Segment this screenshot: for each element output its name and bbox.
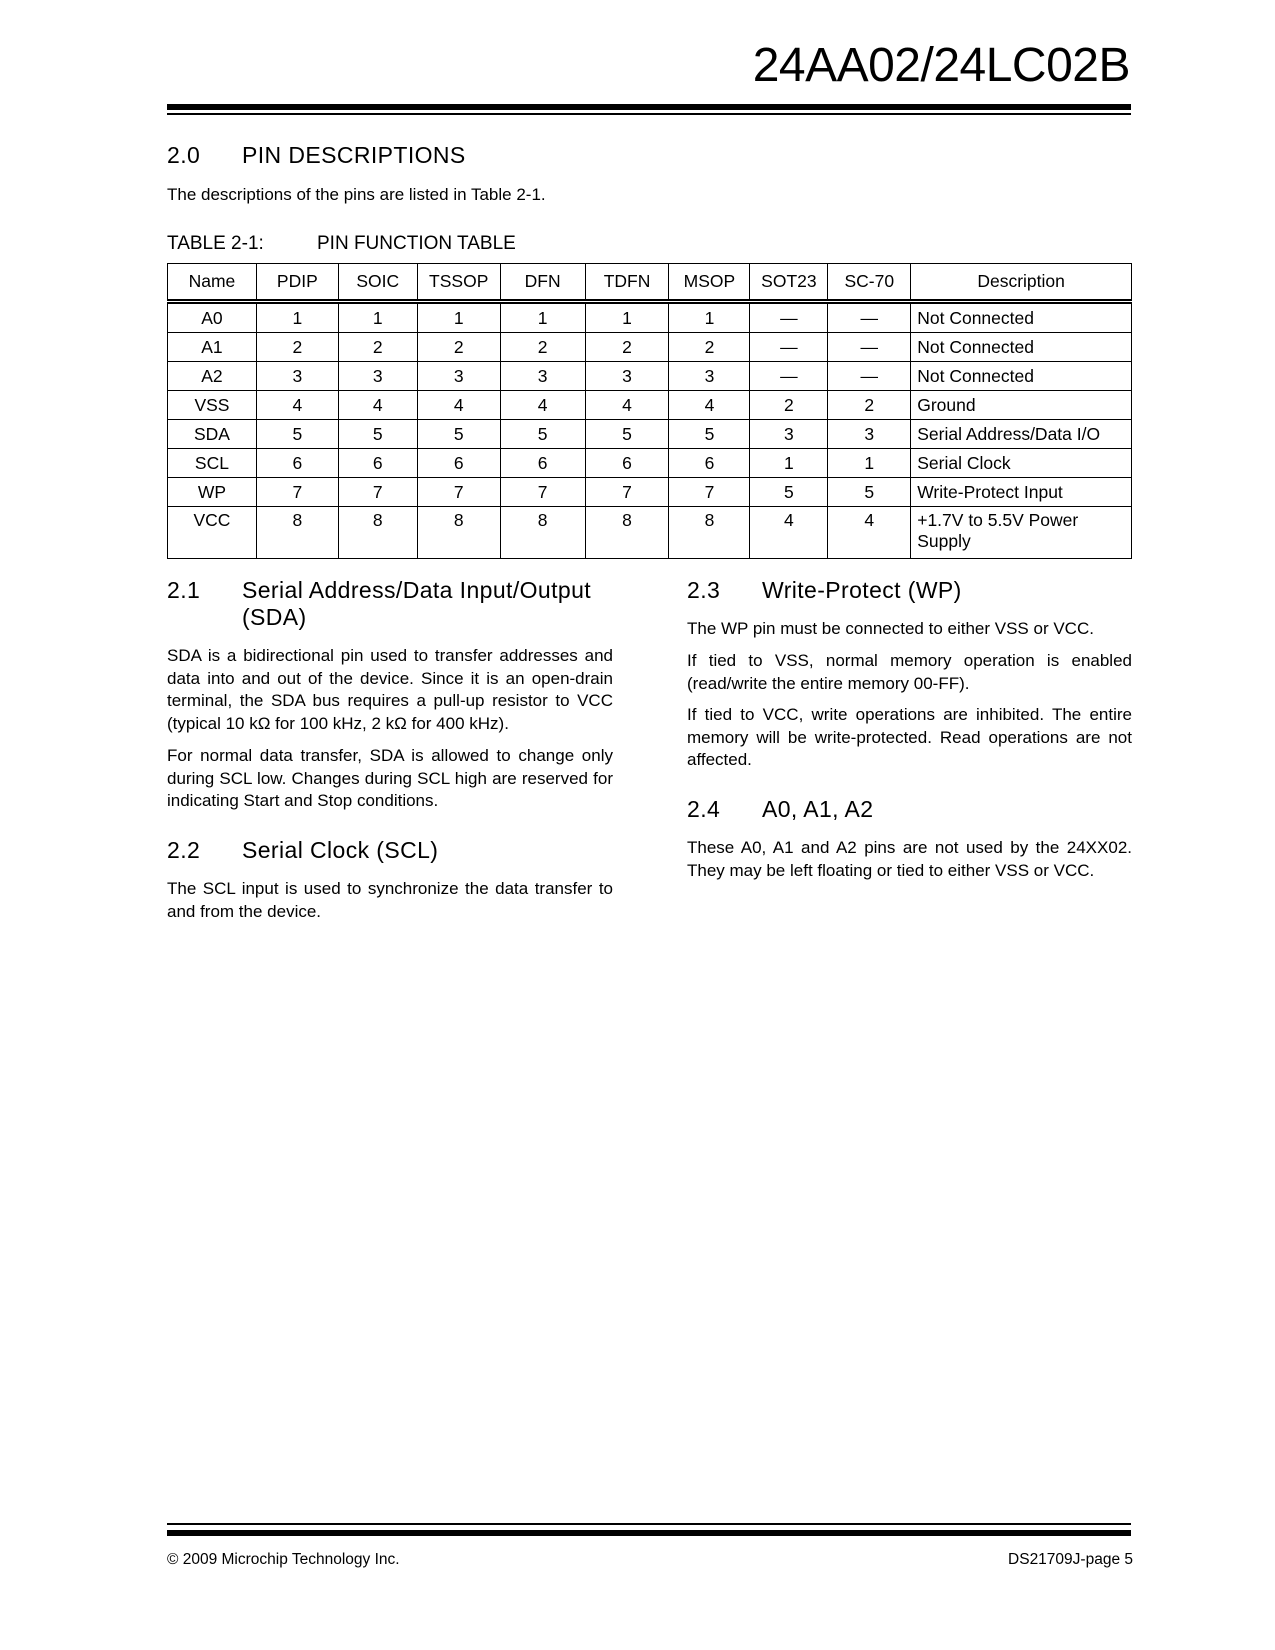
table-caption-number: TABLE 2-1: [167, 233, 264, 254]
section-2-3-paragraph-2: If tied to VSS, normal memory operation is enabled (read/write the entire memory 00-FF). [687, 651, 1132, 693]
table-cell: A0 [168, 302, 257, 333]
section-2-1-heading [167, 576, 591, 604]
table-cell: 5 [585, 420, 669, 449]
table-cell: 4 [669, 391, 750, 420]
column-header: TSSOP [417, 264, 500, 302]
table-cell: 1 [338, 302, 417, 333]
table-cell: — [750, 362, 828, 391]
pin-function-table [167, 263, 1132, 559]
section-number: 2.4 [687, 796, 721, 822]
column-header: SOIC [338, 264, 417, 302]
table-cell: A2 [168, 362, 257, 391]
table-row [168, 391, 1132, 420]
table-row [168, 449, 1132, 478]
column-header: TDFN [585, 264, 669, 302]
table-row [168, 333, 1132, 362]
table-cell: 8 [585, 507, 669, 559]
table-cell: 8 [669, 507, 750, 559]
table-cell: WP [168, 478, 257, 507]
table-cell: 2 [585, 333, 669, 362]
table-cell: 2 [750, 391, 828, 420]
table-cell: 6 [338, 449, 417, 478]
footer-rule-thin [167, 1523, 1131, 1525]
table-cell: 3 [585, 362, 669, 391]
table-cell: 5 [500, 420, 585, 449]
table-row [168, 478, 1132, 507]
table-row [168, 362, 1132, 391]
table-cell: 1 [750, 449, 828, 478]
header-rule-thin [167, 113, 1131, 115]
section-2-0-intro: The descriptions of the pins are listed in Table 2-1. [167, 185, 546, 204]
table-cell: 4 [256, 391, 338, 420]
table-cell-description: +1.7V to 5.5V Power Supply [911, 507, 1132, 559]
table-cell-description: Ground [911, 391, 1132, 420]
section-2-1-paragraph-1: SDA is a bidirectional pin used to transfer addresses and data into and out of the device. Since it is an open-drain terminal, the SDA bus requires a pull-up resistor to VCC (typical 10 kΩ for 100 kHz, 2 kΩ for 400 kHz). [167, 646, 613, 733]
table-cell: 3 [750, 420, 828, 449]
section-2-1-paragraph-2: For normal data transfer, SDA is allowed to change only during SCL low. Changes during SCL high are reserved for indicating Start and Stop conditions. [167, 746, 613, 810]
table-cell: 6 [585, 449, 669, 478]
section-2-3-paragraph-1: The WP pin must be connected to either VSS or VCC. [687, 619, 1094, 638]
column-header: PDIP [256, 264, 338, 302]
section-title: PIN DESCRIPTIONS [242, 142, 466, 168]
table-cell: 5 [750, 478, 828, 507]
table-cell-description: Write-Protect Input [911, 478, 1132, 507]
footer-copyright: © 2009 Microchip Technology Inc. [167, 1551, 400, 1568]
table-cell-description: Not Connected [911, 302, 1132, 333]
column-header: DFN [500, 264, 585, 302]
table-cell: 1 [256, 302, 338, 333]
table-cell: — [750, 333, 828, 362]
table-cell: 6 [500, 449, 585, 478]
table-cell: 4 [417, 391, 500, 420]
section-number: 2.2 [167, 837, 201, 863]
section-2-4-heading [687, 795, 873, 823]
column-header: MSOP [669, 264, 750, 302]
table-cell-description: Not Connected [911, 362, 1132, 391]
table-cell: 2 [256, 333, 338, 362]
table-cell: 4 [828, 507, 911, 559]
table-caption-title: PIN FUNCTION TABLE [317, 233, 516, 254]
table-cell-description: Serial Clock [911, 449, 1132, 478]
table-cell: — [828, 302, 911, 333]
section-title: Serial Clock (SCL) [242, 837, 439, 863]
table-cell: 5 [417, 420, 500, 449]
table-cell: 7 [500, 478, 585, 507]
table-cell-description: Not Connected [911, 333, 1132, 362]
table-cell: 4 [500, 391, 585, 420]
table-cell: 8 [500, 507, 585, 559]
section-number: 2.0 [167, 142, 201, 168]
table-row [168, 420, 1132, 449]
table-cell: 1 [828, 449, 911, 478]
table-cell: 6 [417, 449, 500, 478]
table-cell: 6 [669, 449, 750, 478]
table-cell: 8 [338, 507, 417, 559]
table-cell: 1 [585, 302, 669, 333]
table-cell: 7 [256, 478, 338, 507]
table-cell: 2 [417, 333, 500, 362]
section-number: 2.1 [167, 577, 201, 603]
column-header: SOT23 [750, 264, 828, 302]
table-cell: — [750, 302, 828, 333]
column-header: SC-70 [828, 264, 911, 302]
table-cell: A1 [168, 333, 257, 362]
table-cell: 8 [256, 507, 338, 559]
table-cell: 2 [500, 333, 585, 362]
section-title: Write-Protect (WP) [762, 577, 962, 603]
section-2-3-paragraph-3: If tied to VCC, write operations are inhibited. The entire memory will be write-protected. Read operations are not affected. [687, 705, 1132, 769]
section-2-1-heading-continued [242, 603, 307, 631]
column-header: Description [911, 264, 1132, 302]
table-cell: 2 [828, 391, 911, 420]
table-cell: 1 [417, 302, 500, 333]
table-cell: 4 [750, 507, 828, 559]
table-cell: VCC [168, 507, 257, 559]
table-cell: 3 [417, 362, 500, 391]
table-cell: 3 [500, 362, 585, 391]
table-cell: 2 [669, 333, 750, 362]
section-number: 2.3 [687, 577, 721, 603]
table-cell: 8 [417, 507, 500, 559]
table-cell: 5 [256, 420, 338, 449]
footer-rule-thick [167, 1530, 1131, 1536]
table-cell: 1 [669, 302, 750, 333]
section-2-4-paragraph-1: These A0, A1 and A2 pins are not used by the 24XX02. They may be left floating or tied to either VSS or VCC. [687, 838, 1132, 880]
table-cell: 3 [256, 362, 338, 391]
table-cell: 3 [338, 362, 417, 391]
table-cell: 3 [828, 420, 911, 449]
document-title: 24AA02/24LC02B [752, 39, 1130, 92]
table-cell: SCL [168, 449, 257, 478]
table-cell: — [828, 362, 911, 391]
table-cell: 4 [585, 391, 669, 420]
table-caption [167, 232, 516, 256]
table-cell: 5 [338, 420, 417, 449]
table-cell: — [828, 333, 911, 362]
table-cell: 1 [500, 302, 585, 333]
table-cell: 3 [669, 362, 750, 391]
table-cell: 2 [338, 333, 417, 362]
table-cell: 6 [256, 449, 338, 478]
footer-page-reference: DS21709J-page 5 [1008, 1551, 1133, 1568]
table-cell: 7 [669, 478, 750, 507]
column-header: Name [168, 264, 257, 302]
section-title: A0, A1, A2 [762, 796, 874, 822]
table-cell: SDA [168, 420, 257, 449]
section-title-continued: (SDA) [242, 604, 307, 630]
header-rule-thick [167, 104, 1131, 110]
table-row [168, 507, 1132, 559]
table-cell: 5 [828, 478, 911, 507]
section-2-2-heading [167, 836, 438, 864]
table-cell: 7 [338, 478, 417, 507]
section-2-0-heading [167, 141, 466, 169]
section-title: Serial Address/Data Input/Output [242, 577, 592, 603]
table-row [168, 302, 1132, 333]
table-cell: 7 [417, 478, 500, 507]
section-2-3-heading [687, 576, 962, 604]
table-cell-description: Serial Address/Data I/O [911, 420, 1132, 449]
table-cell: 7 [585, 478, 669, 507]
table-cell: VSS [168, 391, 257, 420]
table-header-row [168, 264, 1132, 302]
section-2-2-paragraph-1: The SCL input is used to synchronize the data transfer to and from the device. [167, 879, 613, 921]
table-cell: 5 [669, 420, 750, 449]
table-cell: 4 [338, 391, 417, 420]
